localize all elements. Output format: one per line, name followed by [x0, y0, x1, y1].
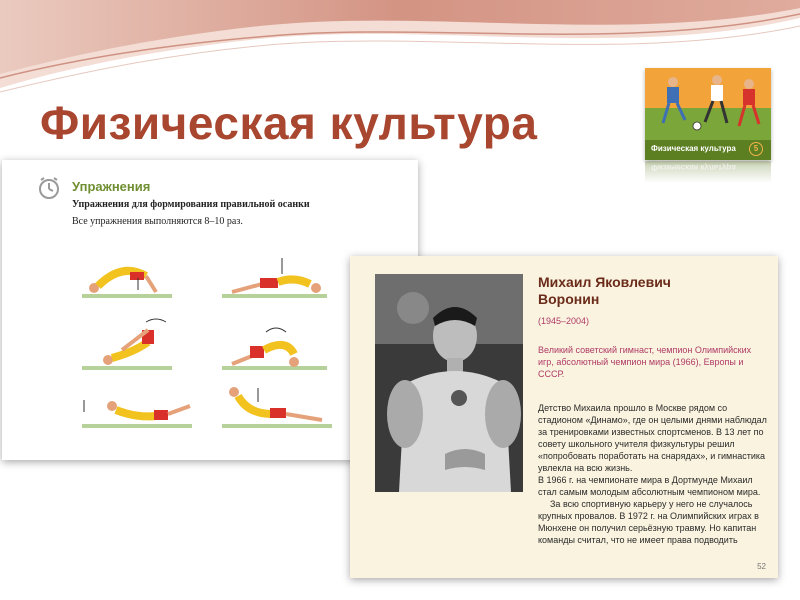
cover-grade-badge: 5: [749, 142, 763, 156]
page-number: 52: [757, 562, 766, 571]
exercise-figure: [82, 319, 172, 370]
cover-reflection: [645, 161, 771, 183]
biography-paragraph: В 1966 г. на чемпионате мира в Дортмунде Михаил стал самым молодым абсолютным чемпионом мира.: [538, 475, 761, 497]
biography-paragraph: За всю спортивную карьеру у него не случалось крупных провалов. В 1972 г. на Олимпийских играх в Мюнхене он получил серьёзную травму. Но капитан команды считал, что не имеет права подводить: [538, 499, 759, 545]
cover-reflection-text: Физическая культура: [651, 163, 736, 172]
biography-text: [538, 402, 768, 546]
exercise-figure: [82, 271, 172, 298]
athlete-years: (1945–2004): [538, 316, 590, 326]
biography-paragraph: Детство Михаила прошло в Москве рядом со стадионом «Динамо», где он целыми днями наблюдал за тренировками известных спортсменов. В 13 лет по совету школьного учителя физкультуры решил «попробовать поработать на снарядах», и гимнастика увлекла на всю жизнь.: [538, 403, 767, 473]
exercise-figure: [82, 400, 192, 428]
athlete-name: [538, 274, 768, 308]
gymnast-photo: [375, 274, 523, 492]
exercise-illustrations: [72, 246, 352, 446]
slide-title: Физическая культура: [40, 97, 538, 149]
biography-page: [350, 256, 778, 578]
athlete-name-line2: Воронин: [538, 291, 600, 307]
exercise-figure: [222, 328, 327, 370]
exercise-subheading: Упражнения для формирования правильной осанки: [72, 199, 310, 210]
cover-title: Физическая культура: [651, 144, 736, 153]
clock-icon: [36, 175, 62, 201]
gymnast-portrait: [375, 274, 523, 492]
section-heading: Упражнения: [72, 179, 151, 194]
exercise-figure: [222, 258, 327, 298]
book-cover: [645, 68, 771, 160]
athlete-name-line1: Михаил Яковлевич: [538, 274, 671, 290]
exercise-figure: [222, 387, 332, 428]
athlete-summary: Великий советский гимнаст, чемпион Олимпийских игр, абсолютный чемпион мира (1966), Европы и СССР.: [538, 345, 752, 379]
exercise-instructions: Все упражнения выполняются 8–10 раз.: [72, 216, 243, 227]
arrow-icon: [266, 328, 286, 332]
arrow-icon: [146, 319, 166, 322]
